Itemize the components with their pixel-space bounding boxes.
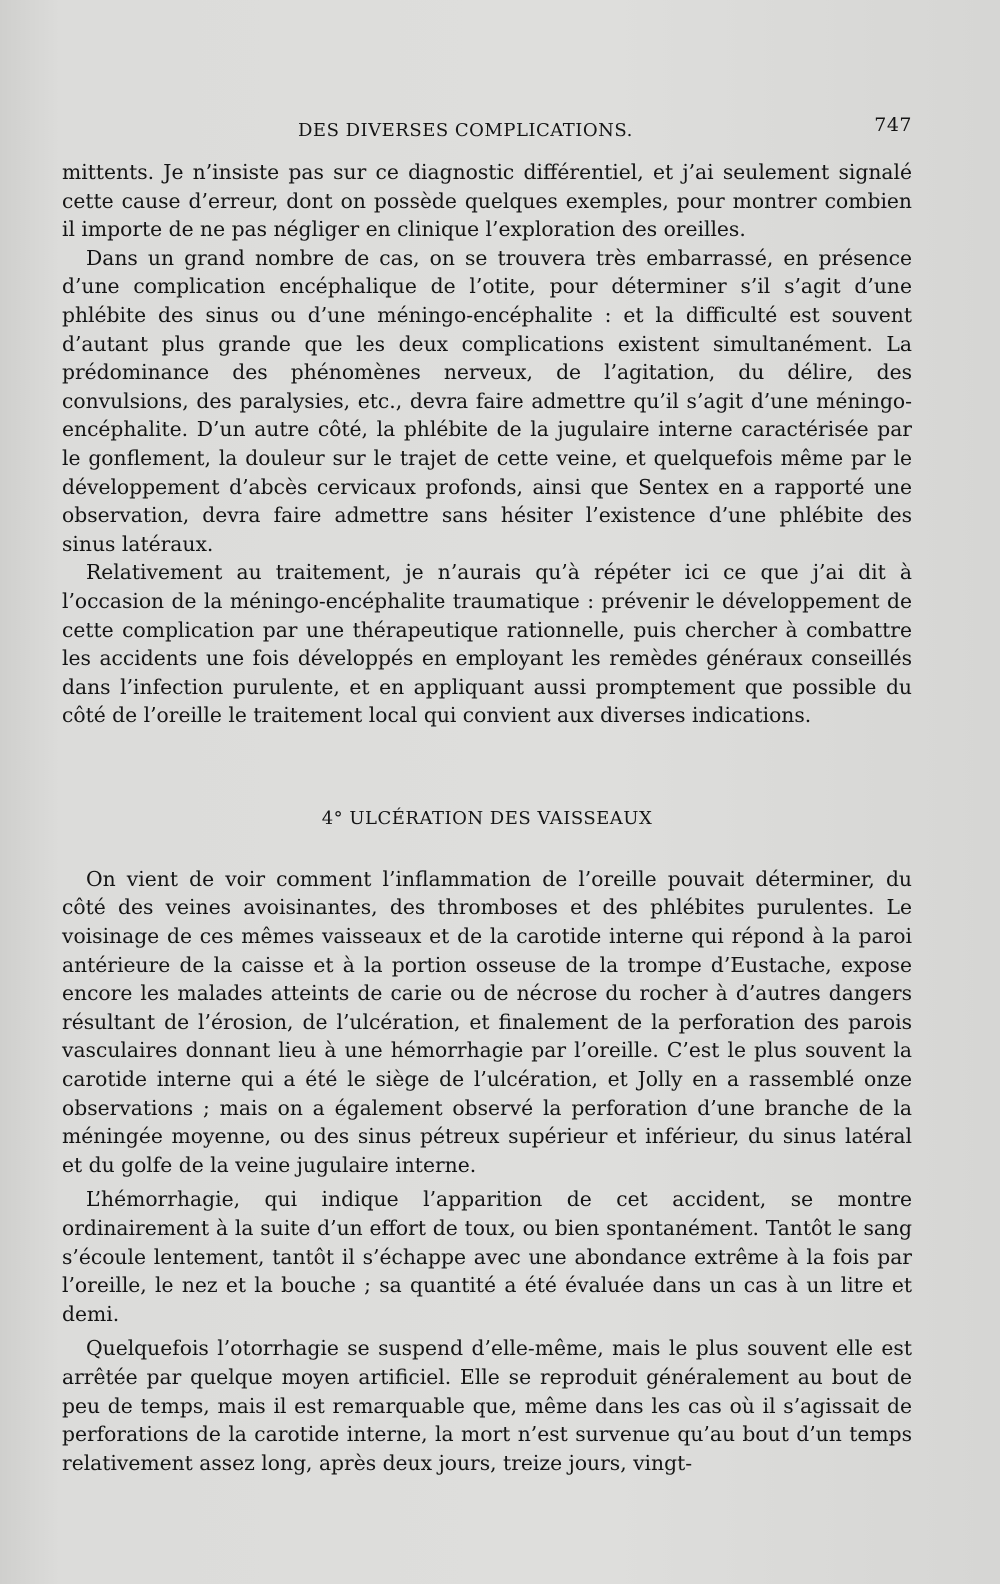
paragraph: Dans un grand nombre de cas, on se trouvera très embarrassé, en présence d’une complication encéphalique de l’otite, pour déterminer s’il s’agit d’une phlébite des sinus ou d’une méningo-encéphalite : et la difficulté est souvent d’autant plus grande que les deux complications existent simultanément. La prédominance des phénomènes nerveux, de l’agitation, du délire, des convulsions, des paralysies, etc., devra faire admettre qu’il s’agit d’une méningo-encéphalite. D’un autre côté, la phlébite de la jugulaire interne caractérisée par le gonflement, la douleur sur le trajet de cette veine, et quelquefois même par le développement d’abcès cervicaux profonds, ainsi que Sentex en a rapporté une observation, devra faire admettre sans hésiter l’existence d’une phlébite des sinus latéraux.	[62, 245, 912, 556]
paragraph: L’hémorrhagie, qui indique l’apparition de cet accident, se montre ordinairement à la suite d’un effort de toux, ou bien spontanément. Tantôt le sang s’écoule lentement, tantôt il s’échappe avec une abondance extrême à la fois par l’oreille, le nez et la bouche ; sa quantité a été évaluée dans un cas à un litre et demi.	[62, 1187, 912, 1326]
running-title: DES DIVERSES COMPLICATIONS.	[298, 120, 633, 141]
running-head	[62, 112, 912, 158]
section-body-text	[62, 865, 912, 1477]
paragraph: Relativement au traitement, je n’aurais qu’à répéter ici ce que j’ai dit à l’occasion de la méningo-encéphalite traumatique : prévenir le développement de cette complication par une thérapeutique rationnelle, puis chercher à combattre les accidents une fois développés en employant les remèdes généraux conseillés dans l’infection purulente, et en appliquant aussi promptement que possible du côté de l’oreille le traitement local qui convient aux diverses indications.	[62, 560, 912, 728]
body-text	[62, 158, 912, 730]
paragraph: On vient de voir comment l’inflammation de l’oreille pouvait déterminer, du côté des veines avoisinantes, des thromboses et des phlébites purulentes. Le voisinage de ces mêmes vaisseaux et de la carotide interne qui répond à la paroi antérieure de la caisse et à la portion osseuse de la trompe d’Eustache, expose encore les malades atteints de carie ou de nécrose du rocher à d’autres dangers résultant de l’érosion, de l’ulcération, et finalement de la perforation des parois vasculaires donnant lieu à une hémorrhagie par l’oreille. C’est le plus souvent la carotide interne qui a été le siège de l’ulcération, et Jolly en a rassemblé onze observations ; mais on a également observé la perforation d’une branche de la méningée moyenne, ou des sinus pétreux supérieur et inférieur, du sinus latéral et du golfe de la veine jugulaire interne.	[62, 866, 912, 1177]
paragraph: mittents. Je n’insiste pas sur ce diagnostic différentiel, et j’ai seulement signalé cette cause d’erreur, dont on possède quelques exemples, pour montrer combien il importe de ne pas négliger en clinique l’exploration des oreilles.	[62, 160, 912, 242]
paragraph: Quelquefois l’otorrhagie se suspend d’elle-même, mais le plus souvent elle est arrêtée par quelque moyen artificiel. Elle se reproduit généralement au bout de peu de temps, mais il est remarquable que, même dans les cas où il s’agissait de perforations de la carotide interne, la mort n’est survenue qu’au bout d’un temps relativement assez long, après deux jours, treize jours, vingt-	[62, 1336, 912, 1475]
page-number: 747	[874, 114, 912, 136]
section-heading: 4° ULCÉRATION DES VAISSEAUX	[321, 807, 653, 829]
